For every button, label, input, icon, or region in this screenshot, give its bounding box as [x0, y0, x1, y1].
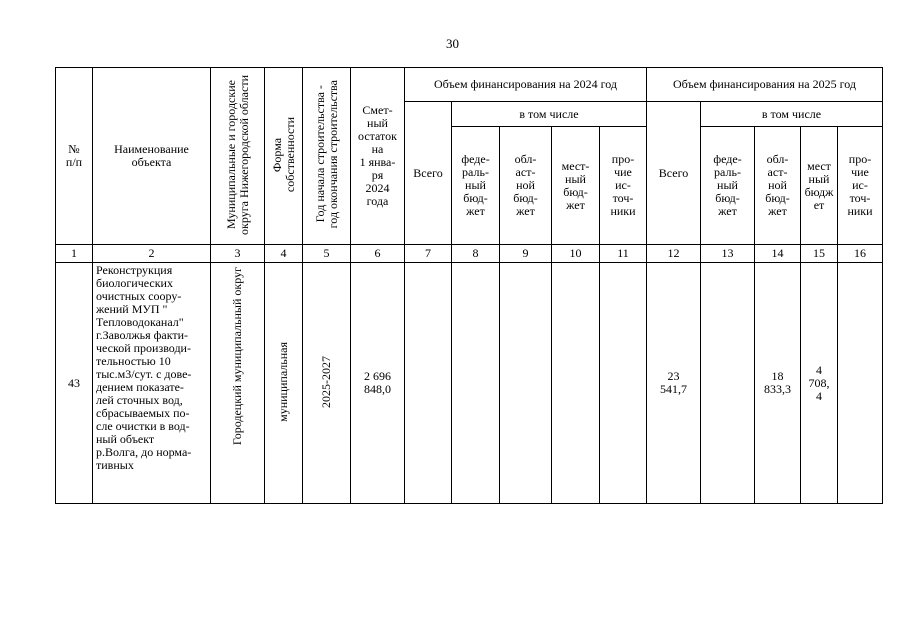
header-other-2025: про- чие ис- точ- ники: [838, 127, 883, 245]
col-number: 3: [211, 245, 265, 263]
header-years-text: Год начала строительства - год окончания строительства: [312, 80, 340, 229]
header-including-2024: в том числе: [452, 102, 647, 127]
col-number: 9: [500, 245, 552, 263]
row-local-2025: 4 708, 4: [801, 263, 838, 504]
col-number: 4: [265, 245, 303, 263]
row-ownership-text: муниципальная: [276, 341, 290, 422]
row-years-text: 2025-2027: [319, 355, 333, 408]
row-regional-2024: [500, 263, 552, 504]
row-num: 43: [56, 263, 93, 504]
column-numbers-row: [56, 245, 883, 263]
header-total-2025: Всего: [647, 102, 701, 245]
header-federal-2025: феде- раль- ный бюд- жет: [701, 127, 755, 245]
row-years: [303, 263, 351, 504]
header-local-2024: мест- ный бюд- жет: [552, 127, 600, 245]
col-number: 10: [552, 245, 600, 263]
header-ownership-text: Форма собственности: [269, 116, 297, 193]
col-number: 15: [801, 245, 838, 263]
header-district-text: Муниципальные и городские округа Нижегородской области: [223, 74, 251, 235]
col-number: 6: [351, 245, 405, 263]
header-num: № п/п: [56, 68, 93, 245]
row-federal-2024: [452, 263, 500, 504]
row-total-2025: 23 541,7: [647, 263, 701, 504]
header-including-2025: в том числе: [701, 102, 883, 127]
col-number: 7: [405, 245, 452, 263]
page-number: 30: [446, 36, 459, 51]
header-federal-2024: феде- раль- ный бюд- жет: [452, 127, 500, 245]
col-number: 11: [600, 245, 647, 263]
row-federal-2025: [701, 263, 755, 504]
col-number: 12: [647, 245, 701, 263]
header-years: [303, 68, 351, 245]
header-balance: Смет- ный остаток на 1 янва- ря 2024 года: [351, 68, 405, 245]
header-name: Наименование объекта: [93, 68, 211, 245]
header-total-2024: Всего: [405, 102, 452, 245]
row-other-2024: [600, 263, 647, 504]
header-local-2025: мест ный бюдж ет: [801, 127, 838, 245]
header-district: [211, 68, 265, 245]
header-other-2024: про- чие ис- точ- ники: [600, 127, 647, 245]
row-total-2024: [405, 263, 452, 504]
col-number: 5: [303, 245, 351, 263]
col-number: 2: [93, 245, 211, 263]
table-row: [56, 263, 883, 504]
row-other-2025: [838, 263, 883, 504]
row-district: [211, 263, 265, 504]
row-balance: 2 696 848,0: [351, 263, 405, 504]
header-regional-2025: обл- аст- ной бюд- жет: [755, 127, 801, 245]
header-regional-2024: обл- аст- ной бюд- жет: [500, 127, 552, 245]
col-number: 16: [838, 245, 883, 263]
col-number: 1: [56, 245, 93, 263]
col-number: 13: [701, 245, 755, 263]
header-fin-2024: Объем финансирования на 2024 год: [405, 68, 647, 102]
row-regional-2025: 18 833,3: [755, 263, 801, 504]
header-fin-2025: Объем финансирования на 2025 год: [647, 68, 883, 102]
financing-table: [55, 67, 883, 504]
col-number: 8: [452, 245, 500, 263]
row-local-2024: [552, 263, 600, 504]
header-ownership: [265, 68, 303, 245]
row-district-text: Городецкий муниципальный округ: [230, 267, 244, 446]
object-name: Реконструкция биологических очистных соору- жений МУП " Тепловодоканал" г.Заволжья факти- ческой производи- тельностью 10 тыс.м3/сут. с дове- дением показате- лей сточных вод, сбрасываемых по- сле очистки в вод- ный объект р.Волга, до норма- тивных: [93, 263, 211, 504]
col-number: 14: [755, 245, 801, 263]
row-ownership: [265, 263, 303, 504]
